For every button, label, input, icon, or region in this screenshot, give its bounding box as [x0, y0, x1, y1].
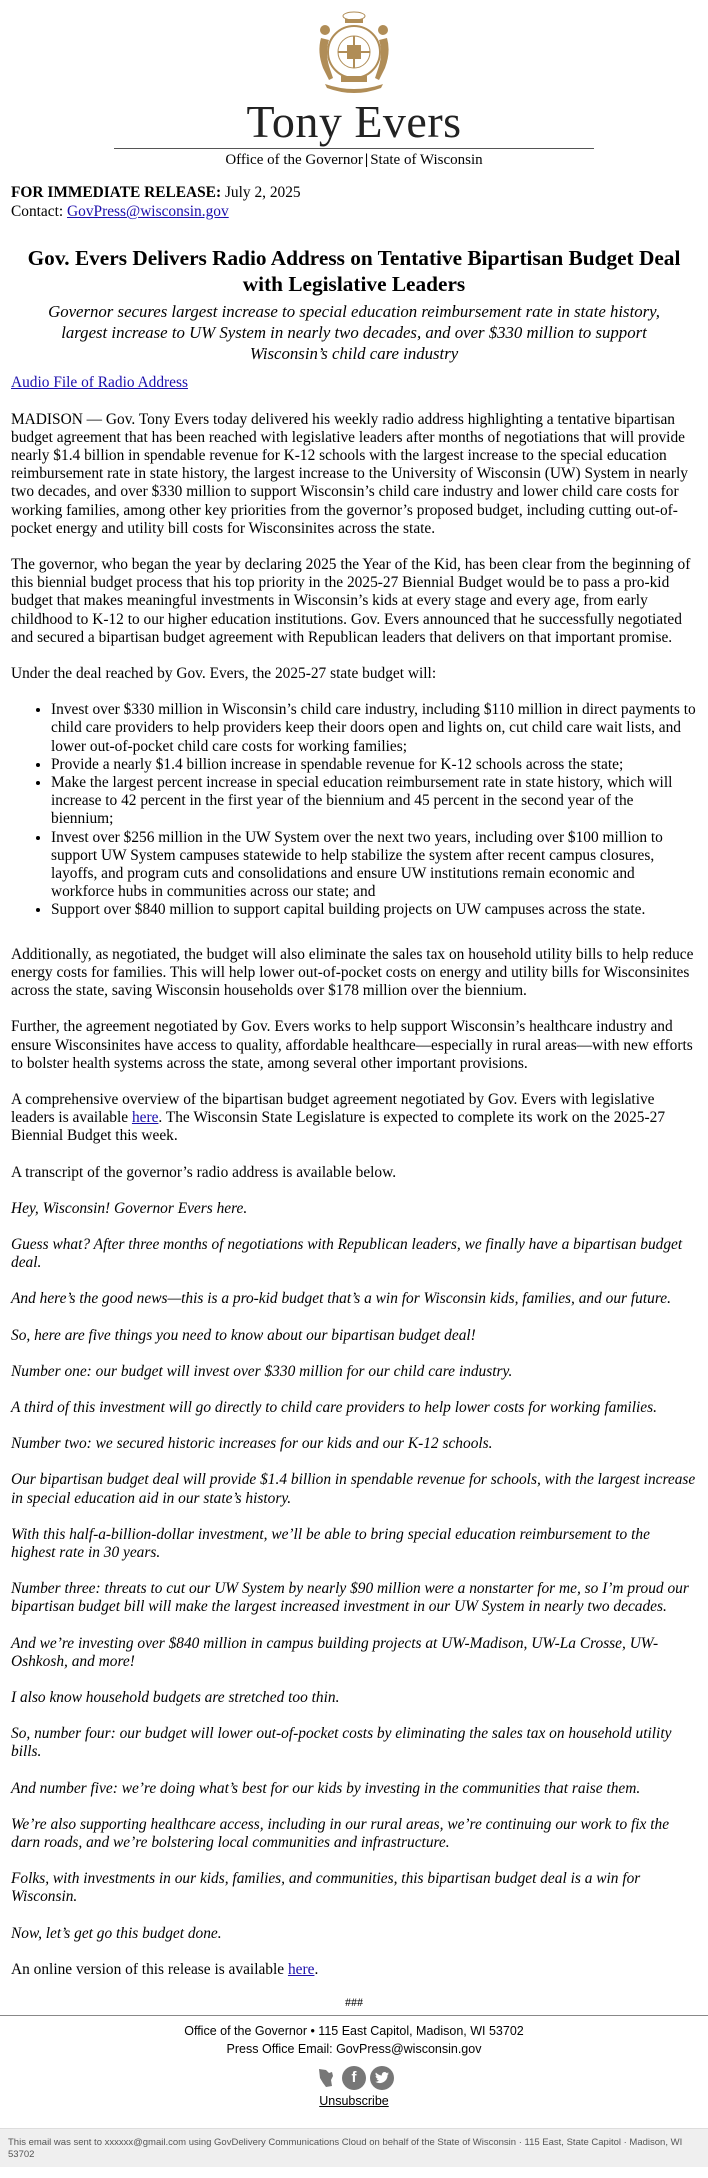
body-paragraph: The governor, who began the year by declaring 2025 the Year of the Kid, has been clear from the beginning of this biennial budget process that his top priority in the 2025-27 Biennial Budget would be to pass a pro-kid budget that makes meaningful investments in Wisconsin’s kids at every stage and every age, from early childhood to K-12 to our higher education institutions. Gov. Evers announced that he successfully negotiated and secured a bipartisan budget agreement with Republican leaders that delivers on that important promise.	[11, 556, 691, 646]
overview-paragraph: A comprehensive overview of the bipartisan budget agreement negotiated by Gov. Evers with legislative leaders is available here. The Wisconsin State Legislature is expected to complete its work on the 2025-27 Biennial Budget this week.	[11, 1090, 666, 1145]
body-paragraph: Additionally, as negotiated, the budget will also eliminate the sales tax on household utility bills to help reduce energy costs for families. This will help lower out-of-pocket costs on energy and utility bills for Wisconsinites across the state, saving Wisconsin households over $178 million over the biennium.	[11, 945, 694, 1000]
facebook-icon[interactable]: f	[342, 2066, 366, 2090]
contact-label: Contact:	[11, 203, 64, 221]
footer-email: Press Office Email: GovPress@wisconsin.gov	[226, 2042, 482, 2056]
release-content	[11, 184, 697, 2009]
transcript-line: I also know household budgets are stretched too thin.	[11, 1688, 340, 1706]
transcript-line: We’re also supporting healthcare access, including in our rural areas, we’re continuing our work to fix the darn roads, and we’re bolstering local communities and infrastructure.	[11, 1815, 670, 1851]
release-date-line	[11, 184, 697, 202]
footer-address: Office of the Governor • 115 East Capitol, Madison, WI 53702	[184, 2024, 524, 2038]
body-paragraph: A transcript of the governor’s radio address is available below.	[11, 1163, 397, 1181]
audio-file-link[interactable]: Audio File of Radio Address	[11, 374, 188, 392]
office-label: Office of the Governor	[225, 152, 363, 168]
transcript-line: Guess what? After three months of negotiations with Republican leaders, we finally have a bipartisan budget deal.	[11, 1235, 683, 1272]
office-line: Office of the Governor | State of Wisconsin	[114, 148, 594, 169]
transcript-line: Hey, Wisconsin! Governor Evers here.	[11, 1199, 248, 1217]
transcript-line: So, here are five things you need to know about our bipartisan budget deal!	[11, 1326, 476, 1344]
unsubscribe-link[interactable]: Unsubscribe	[319, 2094, 389, 2108]
transcript-line: Our bipartisan budget deal will provide $1.4 billion in spendable revenue for schools, with the largest increase in special education aid in our state’s history.	[11, 1471, 696, 1507]
wisconsin-seal-icon	[311, 8, 397, 96]
body-paragraph: Under the deal reached by Gov. Evers, the 2025-27 state budget will:	[11, 665, 437, 683]
transcript-line: Number three: threats to cut our UW System by nearly $90 million were a nonstarter for me, so I’m proud our bipartisan budget bill will make the largest increased investment in our UW System in nearly two decades.	[11, 1580, 689, 1616]
overview-link[interactable]: here	[131, 1109, 159, 1127]
footer	[0, 2015, 708, 2120]
release-label: FOR IMMEDIATE RELEASE:	[11, 184, 222, 201]
transcript-line: And we’re investing over $840 million in campus building projects at UW-Madison, UW-La Crosse, UW-Oshkosh, and more!	[11, 1634, 659, 1670]
transcript-line: Now, let’s get go this budget done.	[11, 1924, 222, 1942]
transcript-line: Folks, with investments in our kids, families, and communities, this bipartisan budget deal is a win for Wisconsin.	[11, 1870, 641, 1906]
list-item: • Invest over $256 million in the UW System over the next two years, including over $100 million to support UW System campuses statewide to help stabilize the system after recent campus closures, layoffs, and program cuts and consolidations and ensure UW institutions remain economic and workforce hubs in communities across our state; and	[51, 829, 697, 902]
transcript-line: With this half-a-billion-dollar investment, we’ll be able to bring special education reimbursement to the highest rate in 30 years.	[11, 1525, 650, 1561]
body-paragraph: Further, the agreement negotiated by Gov. Evers works to help support Wisconsin’s healthcare industry and ensure Wisconsinites have access to quality, affordable healthcare—especially in rural areas—with new efforts to bolster health systems across the state, among several other important provisions.	[11, 1018, 693, 1072]
budget-points-list	[11, 701, 697, 919]
list-item: • Provide a nearly $1.4 billion increase in spendable revenue for K-12 schools across the state;	[51, 756, 697, 774]
letterhead	[0, 0, 708, 169]
body-paragraph: MADISON — Gov. Tony Evers today delivered his weekly radio address highlighting a tentative bipartisan budget agreement that has been reached with legislative leaders after months of negotiations that will provide nearly $1.4 billion in spendable revenue for K-12 schools with the largest increase to the special education reimbursement rate in state history, the largest increase to the University of Wisconsin (UW) System in nearly two decades, and over $330 million to support Wisconsin’s child care industry and lower child care costs for working families, among other key priorities from the governor’s proposed budget, including cutting out-of-pocket energy and utility bill costs for Wisconsinites across the state.	[11, 410, 688, 537]
list-item: • Make the largest percent increase in special education reimbursement rate in state history, which will increase to 42 percent in the first year of the biennium and 45 percent in the second year of the biennium;	[51, 774, 697, 829]
transcript-line: And number five: we’re doing what’s best for our kids by investing in the communities that raise them.	[11, 1779, 641, 1797]
governor-name: Tony Evers	[246, 96, 462, 147]
transcript-line: So, number four: our budget will lower out-of-pocket costs by eliminating the sales tax on household utility bills.	[11, 1725, 672, 1761]
transcript-line: And here’s the good news—this is a pro-kid budget that’s a win for Wisconsin kids, families, and our future.	[11, 1290, 671, 1308]
transcript-line: Number one: our budget will invest over $330 million for our child care industry.	[11, 1362, 513, 1380]
release-subtitle: Governor secures largest increase to special education reimbursement rate in state history, largest increase to UW System in nearly two decades, and over $330 million to support Wisconsin’s child care industry	[48, 302, 660, 364]
list-item: • Support over $840 million to support capital building projects on UW campuses across the state.	[51, 901, 697, 919]
social-links	[0, 2066, 708, 2090]
contact-email-link[interactable]: GovPress@wisconsin.gov	[67, 203, 229, 221]
online-version-link[interactable]: here	[287, 1960, 315, 1978]
transcript-line: A third of this investment will go directly to child care providers to help lower costs for working families.	[11, 1398, 657, 1416]
release-title: Gov. Evers Delivers Radio Address on Tentative Bipartisan Budget Deal with Legislative Leaders	[27, 246, 681, 297]
wisconsin-state-icon[interactable]	[314, 2066, 338, 2090]
state-label: State of Wisconsin	[370, 152, 483, 168]
contact-line	[11, 203, 697, 221]
online-version-paragraph: An online version of this release is available here.	[11, 1960, 319, 1978]
list-item: • Invest over $330 million in Wisconsin’s child care industry, including $110 million in direct payments to child care providers to help providers keep their doors open and lights on, cut child care wait lists, and lower out-of-pocket child care costs for working families;	[51, 701, 697, 756]
release-date: July 2, 2025	[224, 184, 301, 201]
transcript-line: Number two: we secured historic increases for our kids and our K-12 schools.	[11, 1435, 493, 1453]
delivery-disclaimer: This email was sent to xxxxxx@gmail.com using GovDelivery Communications Cloud on behalf of the State of Wisconsin · 115 East, State Capitol · Madison, WI 53702	[0, 2128, 708, 2167]
twitter-icon[interactable]	[370, 2066, 394, 2090]
end-mark: ###	[345, 1995, 363, 2009]
